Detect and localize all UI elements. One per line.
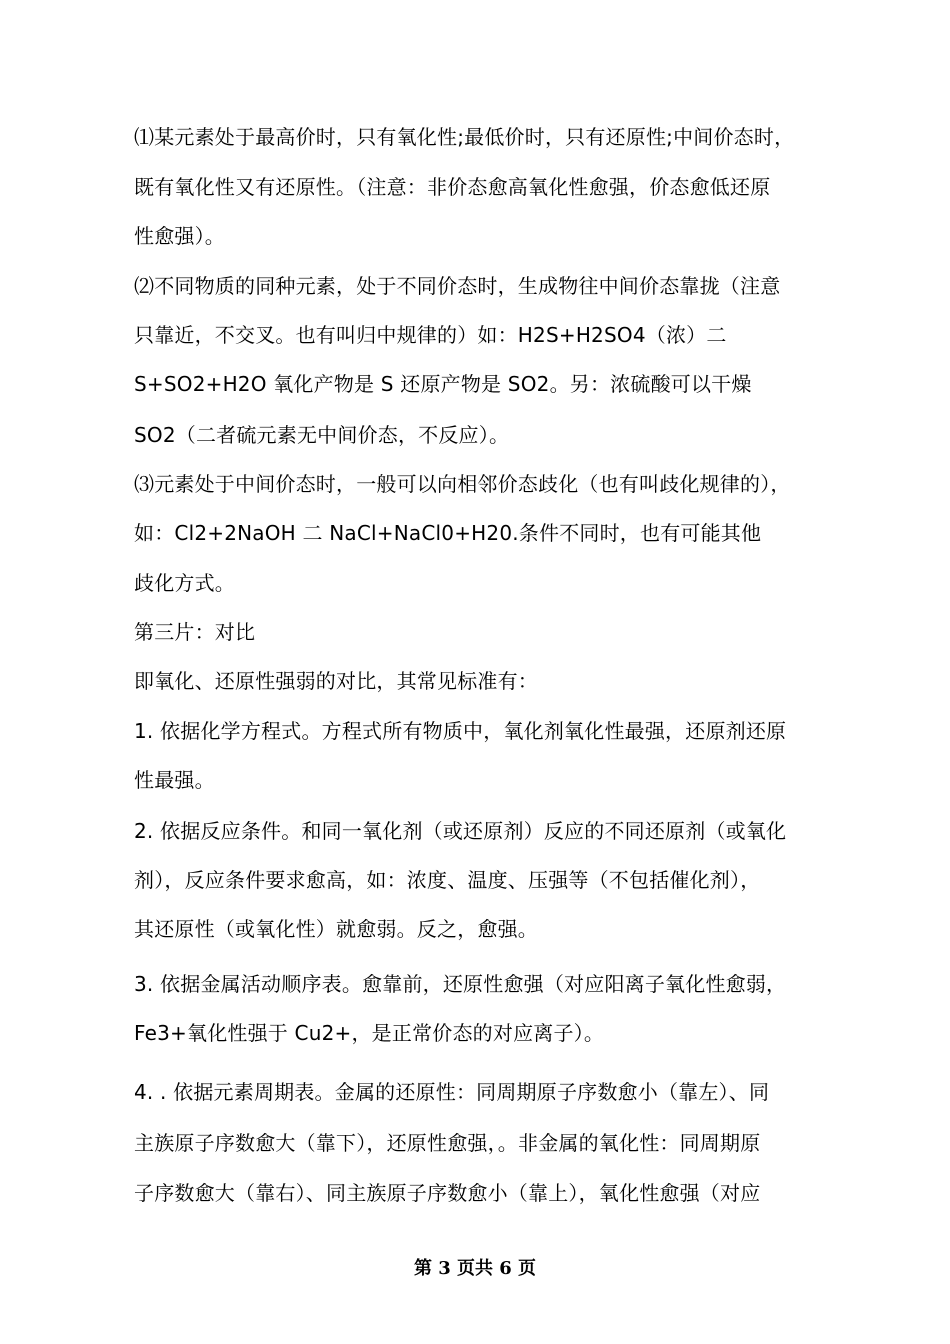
text-line: Fe3+氧化性强于 Cu2+，是正常价态的对应离子）。	[134, 1021, 605, 1045]
text-line: 歧化方式。	[134, 571, 235, 595]
text-line: 如：Cl2+2NaOH 二 NaCl+NaCl0+H20.条件不同时，也有可能其他	[134, 521, 762, 545]
text-line: 即氧化、还原性强弱的对比，其常见标准有：	[134, 669, 538, 693]
text-line: 其还原性（或氧化性）就愈弱。反之，愈强。	[134, 917, 538, 941]
text-line: SO2（二者硫元素无中间价态，不反应）。	[134, 423, 510, 447]
text-line: 1. 依据化学方程式。方程式所有物质中，氧化剂氧化性最强，还原剂还原	[134, 719, 787, 743]
text-line: ⑶元素处于中间价态时，一般可以向相邻价态歧化（也有叫歧化规律的），	[134, 472, 791, 496]
text-line: 2. 依据反应条件。和同一氧化剂（或还原剂）反应的不同还原剂（或氧化	[134, 819, 787, 843]
text-line: S+SO2+H2O 氧化产物是 S 还原产物是 SO2。另：浓硫酸可以干燥	[134, 372, 752, 396]
text-line: 4. . 依据元素周期表。金属的还原性：同周期原子序数愈小（靠左）、同	[134, 1080, 770, 1104]
text-line: 剂），反应条件要求愈高，如：浓度、温度、压强等（不包括催化剂），	[134, 868, 761, 892]
page-number-footer: 第 3 页共 6 页	[413, 1258, 537, 1279]
text-line: ⑵不同物质的同种元素，处于不同价态时，生成物往中间价态靠拢（注意	[134, 274, 781, 298]
section-heading: 第三片：对比	[134, 620, 256, 644]
text-line: 性愈强）。	[134, 224, 225, 248]
text-line: 子序数愈大（靠右）、同主族原子序数愈小（靠上），氧化性愈强（对应	[134, 1181, 761, 1205]
text-line: 3. 依据金属活动顺序表。愈靠前，还原性愈强（对应阳离子氧化性愈弱，	[134, 972, 787, 996]
text-line: 主族原子序数愈大（靠下），还原性愈强，。非金属的氧化性：同周期原	[134, 1131, 761, 1155]
text-line: 只靠近，不交叉。也有叫归中规律的）如：H2S+H2SO4（浓）二	[134, 323, 727, 347]
text-line: 性最强。	[134, 768, 215, 792]
text-line: ⑴某元素处于最高价时，只有氧化性;最低价时，只有还原性;中间价态时，	[134, 125, 795, 149]
text-line: 既有氧化性又有还原性。（注意：非价态愈高氧化性愈强，价态愈低还原	[134, 175, 771, 199]
